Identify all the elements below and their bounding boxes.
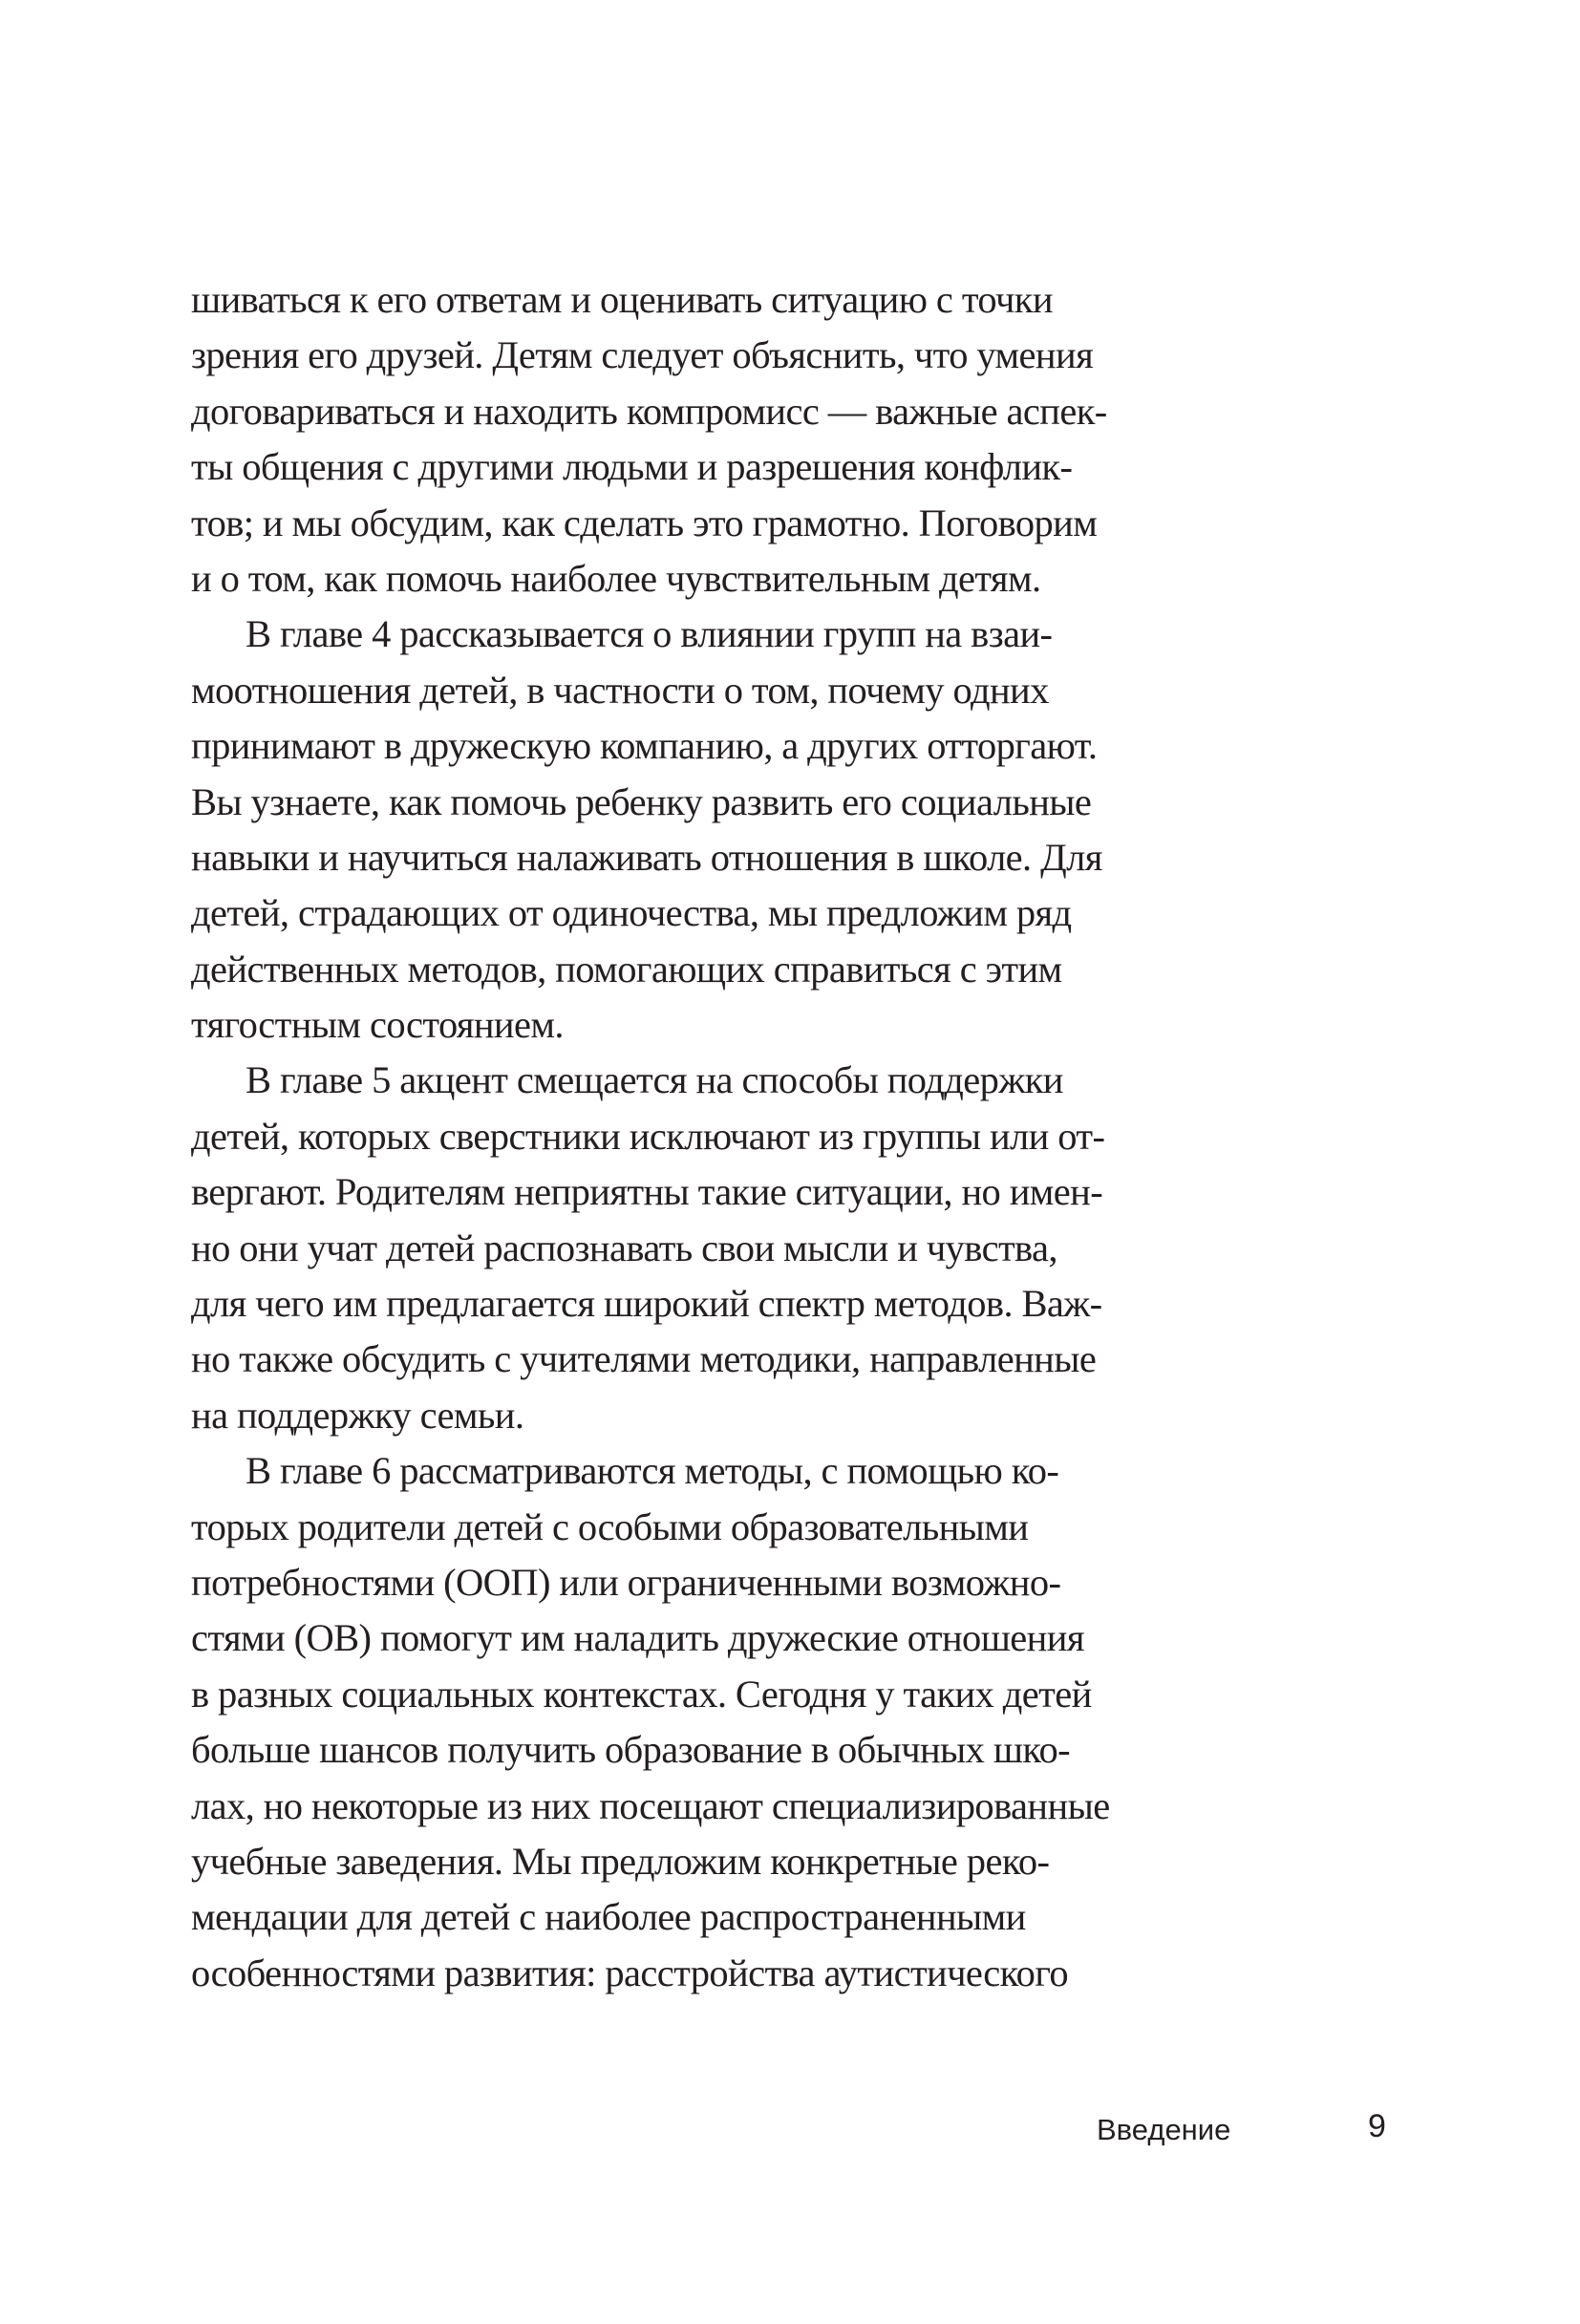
text-line: тов; и мы обсудим, как сделать это грамотно. Поговорим (191, 501, 1098, 544)
running-footer-section-title: Введение (1097, 2113, 1231, 2146)
text-line: стями (ОВ) помогут им наладить дружеские отношения (191, 1616, 1084, 1660)
text-line: для чего им предлагается широкий спектр методов. Важ- (191, 1282, 1102, 1326)
text-line: моотношения детей, в частности о том, почему одних (191, 668, 1049, 712)
text-line: договариваться и находить компромисс — важные аспек- (191, 389, 1107, 433)
text-line: мендации для детей с наиболее распространенными (191, 1895, 1026, 1939)
text-line: навыки и научиться налаживать отношения в школе. Для (191, 835, 1102, 879)
text-line: детей, которых сверстники исключают из группы или от- (191, 1114, 1105, 1158)
text-line: вергают. Родителям неприятны такие ситуации, но имен- (191, 1170, 1103, 1214)
text-line: шиваться к его ответам и оценивать ситуацию с точки (191, 278, 1053, 321)
paragraph-first-line: В главе 5 акцент смещается на способы поддержки (246, 1058, 1063, 1102)
text-line: в разных социальных контекстах. Сегодня у таких детей (191, 1672, 1092, 1716)
text-line: потребностями (ООП) или ограниченными возможно- (191, 1560, 1061, 1604)
text-line: особенностями развития: расстройства аутистического (191, 1951, 1068, 1994)
text-line: но также обсудить с учителями методики, направленные (191, 1337, 1097, 1381)
text-line: на поддержку семьи. (191, 1393, 524, 1437)
text-line: и о том, как помочь наиболее чувствительным детям. (191, 556, 1041, 600)
text-line: Вы узнаете, как помочь ребенку развить его социальные (191, 779, 1092, 823)
text-line: больше шансов получить образование в обычных шко- (191, 1728, 1070, 1772)
paragraph-first-line: В главе 6 рассматриваются методы, с помощью ко- (246, 1449, 1059, 1493)
text-line: учебные заведения. Мы предложим конкретные реко- (191, 1839, 1050, 1883)
text-line: лах, но некоторые из них посещают специализированные (191, 1783, 1110, 1827)
text-line: принимают в дружескую компанию, а других отторгают. (191, 724, 1098, 768)
text-line: действенных методов, помогающих справиться с этим (191, 947, 1062, 991)
paragraph-first-line: В главе 4 рассказывается о влиянии групп на взаи- (246, 612, 1053, 656)
text-line: торых родители детей с особыми образовательными (191, 1504, 1029, 1548)
text-line: детей, страдающих от одиночества, мы предложим ряд (191, 891, 1072, 935)
text-line: тягостным состоянием. (191, 1003, 564, 1047)
body-text (191, 272, 1261, 2001)
text-line: но они учат детей распознавать свои мысли и чувства, (191, 1226, 1057, 1269)
text-line: ты общения с другими людьми и разрешения конфлик- (191, 445, 1073, 489)
page-number: 9 (1368, 2108, 1386, 2144)
text-line: зрения его друзей. Детям следует объяснить, что умения (191, 333, 1094, 377)
